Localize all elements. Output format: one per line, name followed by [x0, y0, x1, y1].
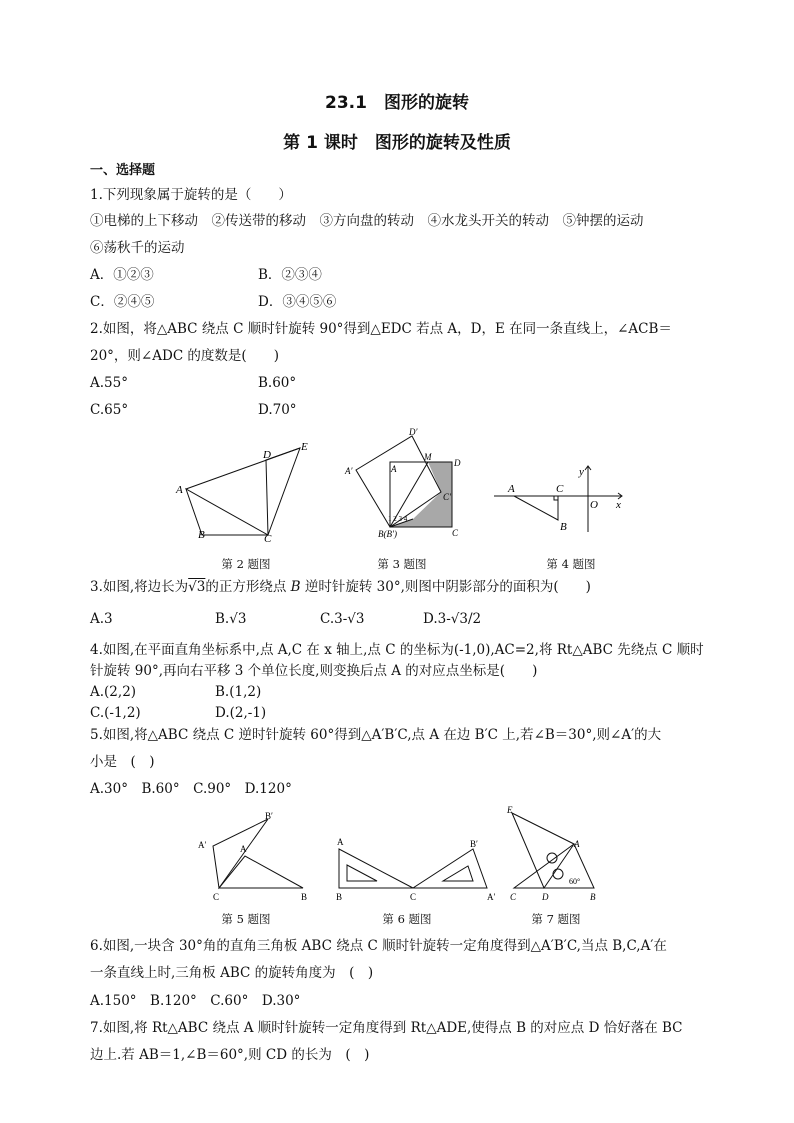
q5-stem-line2: 小是 ( ) — [90, 754, 155, 770]
figure-3 — [342, 428, 472, 543]
q5-stem-line1: 5.如图,将△ABC 绕点 C 逆时针旋转 60°得到△A′B′C,点 A 在边 B′C 上,若∠B＝30°,则∠A′的大 — [90, 727, 662, 743]
fig2-triangle-edc — [266, 448, 300, 535]
q3-option-b: B.√3 — [215, 611, 247, 627]
fig4-label-b: B — [560, 521, 567, 533]
section-heading: 一、选择题 — [90, 163, 156, 178]
fig6-label-b: B — [336, 892, 343, 902]
q1-option-d: D．③④⑤⑥ — [258, 294, 337, 310]
q1-option-a: A．①②③ — [90, 267, 154, 283]
fig6-label-a: A — [337, 837, 344, 847]
q1-items-line1: ①电梯的上下移动 ②传送带的移动 ③方向盘的转动 ④水龙头开关的转动 ⑤钟摆的运动 — [90, 213, 644, 229]
fig2-line-ae — [186, 448, 300, 489]
fig7-label-angle: 60° — [569, 877, 581, 886]
q4-option-a: A.(2,2) — [90, 684, 137, 700]
caption-fig2: 第 2 题图 — [221, 557, 271, 571]
q1-items-line2: ⑥荡秋千的运动 — [90, 240, 185, 256]
fig3-label-a-prime: A′ — [345, 466, 353, 476]
figure-4 — [490, 462, 630, 538]
fig7-label-a: A — [574, 839, 580, 849]
q6-stem-line2: 一条直线上时,三角板 ABC 的旋转角度为 ( ) — [90, 965, 374, 981]
q4-option-c: C.(-1,2) — [90, 705, 141, 721]
q3-stem: 3.如图,将边长为√3的正方形绕点 B 逆时针旋转 30°,则图中阴影部分的面积为( ) — [90, 579, 591, 595]
fig7-label-e: E — [507, 805, 513, 815]
fig5-label-c: C — [213, 892, 220, 902]
fig4-label-o: O — [590, 499, 598, 511]
fig5-triangle-abc — [219, 856, 303, 888]
fig7-triangle-abc — [514, 844, 594, 888]
q1-option-c: C．②④⑤ — [90, 294, 155, 310]
fig4-label-y: y — [579, 466, 584, 478]
fig6-label-c: C — [410, 892, 417, 902]
caption-fig5: 第 5 题图 — [221, 912, 271, 926]
q7-stem-line1: 7.如图,将 Rt△ABC 绕点 A 顺时针旋转一定角度得到 Rt△ADE,使得点 B 的对应点 D 恰好落在 BC — [90, 1020, 683, 1036]
q2-stem-line1: 2.如图，将△ABC 绕点 C 顺时针旋转 90°得到△EDC 若点 A，D，E 在同一条直线上，∠ACB＝ — [90, 321, 672, 337]
fig2-label-e: E — [301, 441, 308, 453]
figure-6 — [333, 833, 505, 903]
q6-stem-line1: 6.如图,一块含 30°角的直角三角板 ABC 绕点 C 顺时针旋转一定角度得到△A′B′C,当点 B,C,A′在 — [90, 938, 667, 954]
caption-fig6: 第 6 题图 — [382, 912, 432, 926]
figure-5 — [195, 810, 320, 902]
fig3-label-d: D — [454, 458, 461, 468]
fig5-label-a: A — [240, 844, 247, 854]
figure-2 — [170, 438, 320, 543]
q6-options: A.150° B.120° C.60° D.30° — [90, 993, 301, 1009]
q2-stem-line2: 20°，则∠ADC 的度数是( ) — [90, 348, 279, 364]
caption-fig3: 第 3 题图 — [377, 557, 427, 571]
fig6-label-b-prime: B′ — [470, 839, 478, 849]
fig3-label-d-prime: D′ — [409, 428, 418, 437]
q4-option-d: D.(2,-1) — [215, 705, 267, 721]
fig2-label-c: C — [264, 533, 272, 543]
q4-stem-line2: 针旋转 90°,再向右平移 3 个单位长度,则变换后点 A 的对应点坐标是( ) — [90, 663, 538, 679]
fig3-label-c: C — [452, 528, 459, 538]
fig3-label-b: B(B′) — [378, 529, 397, 539]
caption-fig4: 第 4 题图 — [546, 557, 596, 571]
fig5-label-a-prime: A′ — [198, 840, 207, 850]
q4-stem-line1: 4.如图,在平面直角坐标系中,点 A,C 在 x 轴上,点 C 的坐标为(-1,0),AC=2,将 Rt△ABC 先绕点 C 顺时 — [90, 642, 704, 658]
fig3-label-a: A — [391, 464, 397, 474]
section-title: 23.1 图形的旋转 — [325, 93, 469, 113]
fig6-triangle-abc — [339, 849, 413, 888]
q2-option-d: D.70° — [258, 402, 297, 418]
fig4-label-c: C — [556, 483, 564, 495]
q2-option-c: C.65° — [90, 402, 129, 418]
fig7-circle-2 — [553, 869, 563, 879]
q5-options: A.30° B.60° C.90° D.120° — [90, 781, 292, 797]
q3-option-c: C.3-√3 — [320, 611, 365, 627]
q2-option-b: B.60° — [258, 375, 297, 391]
caption-fig7: 第 7 题图 — [531, 912, 581, 926]
q1-option-b: B．②③④ — [258, 267, 322, 283]
fig3-label-m: M — [424, 452, 432, 462]
q7-stem-line2: 边上.若 AB＝1,∠B＝60°,则 CD 的长为 ( ) — [90, 1047, 370, 1063]
fig5-label-b: B — [301, 892, 308, 902]
fig3-label-c-prime: C′ — [443, 492, 451, 502]
fig7-label-b: B — [590, 892, 596, 902]
fig2-label-d: D — [263, 449, 271, 461]
fig4-label-a: A — [508, 483, 515, 495]
q3-option-d: D.3-√3/2 — [423, 611, 482, 627]
q1-stem: 1.下列现象属于旋转的是（ ） — [90, 187, 292, 203]
lesson-title: 第 1 课时 图形的旋转及性质 — [283, 133, 511, 153]
fig6-inner-triangle-1 — [347, 865, 377, 881]
fig6-label-a-prime: A′ — [487, 892, 496, 902]
q2-option-a: A.55° — [90, 375, 128, 391]
fig3-label-angles: 1 2 3 4 — [388, 515, 408, 523]
fig5-label-b-prime: B′ — [265, 811, 273, 821]
fig4-label-x: x — [616, 499, 621, 511]
fig2-label-a: A — [176, 484, 183, 496]
q3-option-a: A.3 — [90, 611, 113, 627]
fig7-label-d: D — [542, 892, 549, 902]
fig6-inner-triangle-2 — [443, 866, 473, 881]
fig6-triangle-a-prime-b-prime-c — [413, 849, 487, 888]
figure-7 — [502, 803, 604, 903]
q4-option-b: B.(1,2) — [215, 684, 262, 700]
fig7-label-c: C — [510, 892, 517, 902]
fig4-triangle-abc — [514, 496, 558, 520]
fig2-label-b: B — [198, 529, 205, 541]
